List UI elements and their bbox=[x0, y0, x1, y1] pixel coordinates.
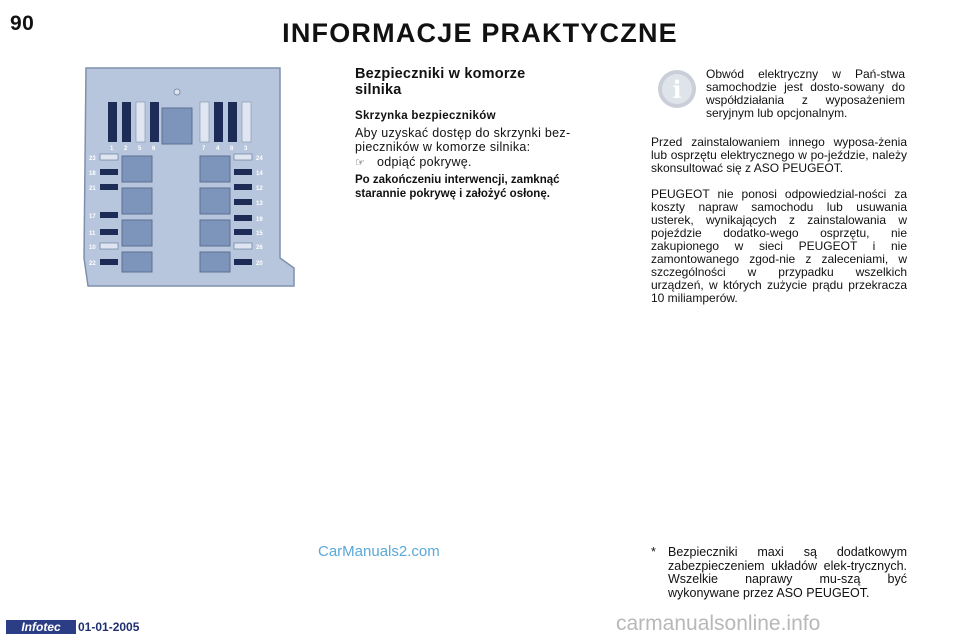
section-heading bbox=[355, 66, 585, 98]
fuse-label: 13 bbox=[256, 201, 263, 207]
fuse-label: 10 bbox=[89, 245, 96, 251]
fuse-label: 21 bbox=[89, 186, 96, 192]
fuse bbox=[234, 243, 252, 249]
step-text: odpiąć pokrywę. bbox=[377, 155, 472, 169]
info-icon bbox=[656, 68, 698, 110]
relay bbox=[122, 156, 152, 182]
fuse-label: 23 bbox=[89, 156, 96, 162]
maxi-fuse bbox=[228, 102, 237, 142]
fuse-label: 5 bbox=[138, 146, 142, 152]
page-number: 90 bbox=[10, 12, 35, 35]
relay bbox=[200, 156, 230, 182]
fuse bbox=[100, 184, 118, 190]
fuse-label: 14 bbox=[256, 171, 263, 177]
footnote bbox=[651, 546, 907, 600]
fuse-label: 17 bbox=[89, 214, 96, 220]
footnote-text: Bezpieczniki maxi są dodatkowym zabezpieczeniem układów elek-trycznych. Wszelkie naprawy mu-szą być wykonywane przez ASO PEUGEOT. bbox=[668, 545, 907, 600]
fuse bbox=[100, 229, 118, 235]
info-text: Obwód elektryczny w Pań-stwa samochodzie jest dosto-sowany do współdziałania z wyposażeniem seryjnym lub opcjonalnym. bbox=[706, 67, 905, 120]
maxi-fuse bbox=[242, 102, 251, 142]
fuse-label: 18 bbox=[89, 171, 96, 177]
mounting-hole bbox=[174, 89, 180, 95]
fuse-label: 1 bbox=[110, 146, 114, 152]
pointer-hand-icon: ☞ bbox=[355, 157, 366, 169]
fuse bbox=[234, 184, 252, 190]
fuse-label: 12 bbox=[256, 186, 263, 192]
fuse-label: 11 bbox=[89, 231, 96, 237]
info-glyph: i bbox=[672, 75, 682, 104]
section-heading-line: silnika bbox=[355, 82, 402, 98]
maxi-fuse bbox=[200, 102, 209, 142]
maxi-fuse bbox=[108, 102, 117, 142]
fuse-box-body bbox=[84, 68, 294, 286]
fuse bbox=[100, 243, 118, 249]
fuse-label: 2 bbox=[124, 146, 128, 152]
maxi-fuse bbox=[136, 102, 145, 142]
fuse bbox=[100, 169, 118, 175]
fuse bbox=[100, 259, 118, 265]
fuse-label: 22 bbox=[89, 261, 96, 267]
footnote-marker: * bbox=[651, 545, 656, 559]
relay bbox=[122, 252, 152, 272]
fuse-label: 4 bbox=[216, 146, 220, 152]
fuse-label: 24 bbox=[256, 156, 263, 162]
sub-heading: Skrzynka bezpieczników bbox=[355, 110, 496, 122]
section-heading-line: Bezpieczniki w komorze bbox=[355, 66, 526, 82]
intro-text: Aby uzyskać dostęp do skrzynki bez-pieczników w komorze silnika: bbox=[355, 126, 571, 154]
relay bbox=[122, 220, 152, 246]
step-item bbox=[355, 155, 607, 170]
liability-text: PEUGEOT nie ponosi odpowiedzial-ności za koszty napraw samochodu lub usuwania usterek, wynikających z zainstalowania w pojeździe dodatko-wego osprzętu, nie zakupionego w sieci PEUGEOT i nie zamontowanego zgod-nie z zaleceniami, w szczególności w przypadku wszelkich urządzeń, w których zużycie prądu przekracza 10 miliamperów. bbox=[651, 187, 907, 305]
fuse bbox=[234, 199, 252, 205]
relay bbox=[200, 252, 230, 272]
maxi-fuse bbox=[214, 102, 223, 142]
fuse bbox=[234, 154, 252, 160]
fuse-label: 15 bbox=[256, 231, 263, 237]
closing-note: Po zakończeniu interwencji, zamknąć starannie pokrywę i założyć osłonę. bbox=[355, 174, 560, 200]
fuse bbox=[234, 215, 252, 221]
fuse-label: 26 bbox=[256, 245, 263, 251]
maxi-fuse bbox=[122, 102, 131, 142]
relay bbox=[200, 188, 230, 214]
fuse-label: 8 bbox=[230, 146, 234, 152]
fuse-label: 3 bbox=[244, 146, 248, 152]
fuse-label: 20 bbox=[256, 261, 263, 267]
relay bbox=[122, 188, 152, 214]
site-watermark: carmanualsonline.info bbox=[616, 612, 821, 635]
fuse-label: 19 bbox=[256, 217, 263, 223]
maxi-fuse bbox=[150, 102, 159, 142]
fuse bbox=[234, 229, 252, 235]
footer-brand-logo: Infotec bbox=[6, 620, 76, 634]
relay bbox=[200, 220, 230, 246]
main-relay bbox=[162, 108, 192, 144]
fuse-label: 6 bbox=[152, 146, 156, 152]
fuse-label: 7 bbox=[202, 146, 206, 152]
fuse bbox=[234, 169, 252, 175]
warning-text: Przed zainstalowaniem innego wyposa-żenia lub osprzętu elektrycznego w po-jeździe, należy skonsultować się z ASO PEUGEOT. bbox=[651, 135, 907, 175]
page-title: INFORMACJE PRAKTYCZNE bbox=[282, 18, 678, 48]
fuse bbox=[100, 154, 118, 160]
watermark-link[interactable]: CarManuals2.com bbox=[318, 543, 440, 560]
footer-date: 01-01-2005 bbox=[78, 620, 140, 634]
fuse-box-diagram bbox=[80, 58, 300, 293]
fuse bbox=[100, 212, 118, 218]
fuse bbox=[234, 259, 252, 265]
